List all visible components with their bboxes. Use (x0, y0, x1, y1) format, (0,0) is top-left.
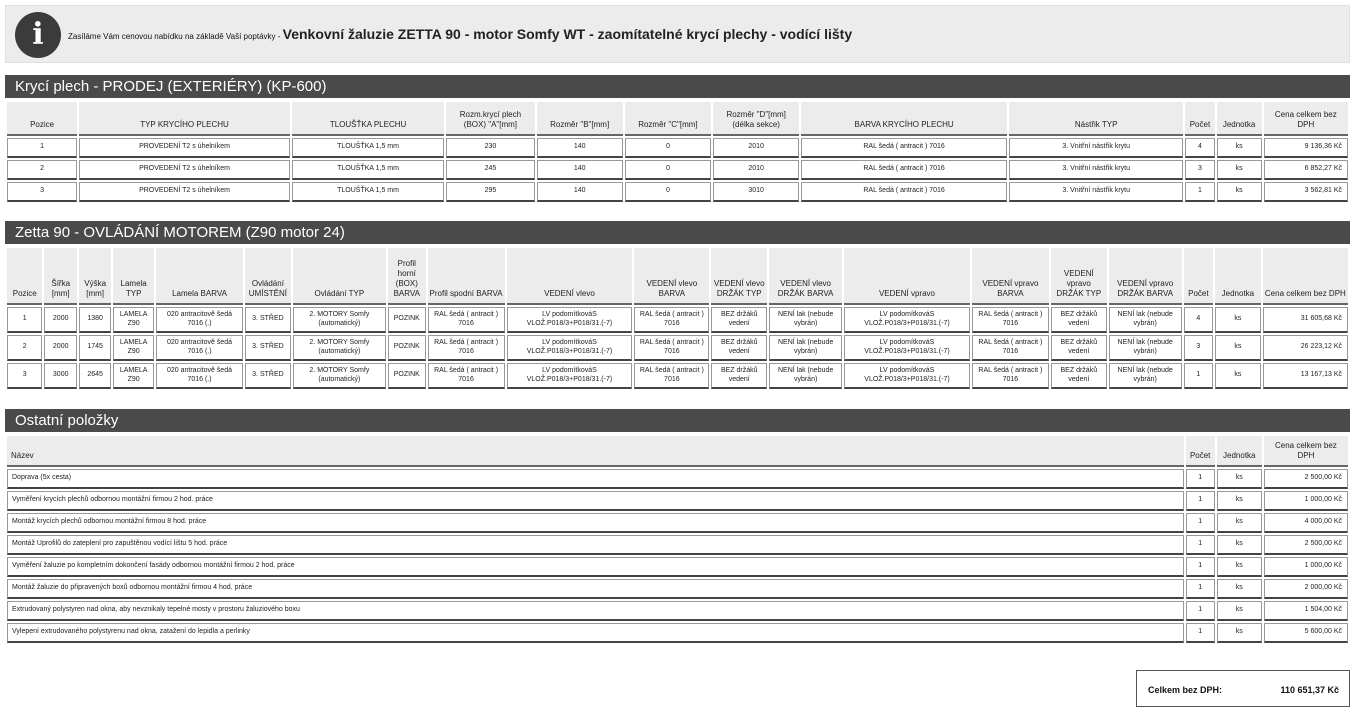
col-header: Rozměr "D"[mm] (délka sekce) (713, 102, 799, 136)
col-header: Cena celkem bez DPH (1263, 248, 1348, 305)
notice-text (68, 26, 852, 44)
col-header: Rozměr "B"[mm] (537, 102, 623, 136)
table-cell: PROVEDENÍ T2 s úhelníkem (79, 160, 290, 180)
table-cell: 1 (7, 138, 77, 158)
table-cell: 2000 (44, 335, 76, 361)
total-box (1136, 670, 1350, 707)
col-header: VEDENÍ vlevo DRŽÁK TYP (711, 248, 767, 305)
col-header: Jednotka (1215, 248, 1261, 305)
table-cell: TLOUŠŤKA 1,5 mm (292, 182, 444, 202)
col-header: Rozměr "C"[mm] (625, 102, 711, 136)
table-row (7, 335, 1348, 361)
col-header: Cena celkem bez DPH (1264, 436, 1348, 467)
col-header: TYP KRYCÍHO PLECHU (79, 102, 290, 136)
table-cell: ks (1215, 335, 1261, 361)
price-cell: 2 000,00 Kč (1264, 579, 1348, 599)
table-cell: 2645 (79, 363, 111, 389)
table-cell: BEZ držáků vedení (711, 335, 767, 361)
table-cell: 140 (537, 138, 623, 158)
table-cell: TLOUŠŤKA 1,5 mm (292, 160, 444, 180)
table-cell: 1 (1186, 557, 1215, 577)
motor-blinds-table (5, 246, 1350, 391)
total-value: 110 651,37 Kč (1280, 685, 1339, 695)
table-cell: NENÍ lak (nebude vybrán) (769, 363, 842, 389)
table-cell: LAMELA Z90 (113, 307, 154, 333)
table-cell: RAL šedá ( antracit ) 7016 (428, 335, 505, 361)
table-header-row (7, 436, 1348, 467)
price-cell: 3 562,81 Kč (1264, 182, 1348, 202)
table-cell: 2. MOTORY Somfy (automatický) (293, 307, 386, 333)
price-cell: 1 000,00 Kč (1264, 557, 1348, 577)
table-cell: 2010 (713, 138, 799, 158)
table-cell: RAL šedá ( antracit ) 7016 (972, 335, 1049, 361)
col-header: VEDENÍ vpravo BARVA (972, 248, 1049, 305)
cover-plate-table (5, 100, 1350, 204)
table-row (7, 182, 1348, 202)
col-header: VEDENÍ vlevo BARVA (634, 248, 709, 305)
col-header: Nástřik TYP (1009, 102, 1184, 136)
table-header-row (7, 248, 1348, 305)
table-cell: 3 (1184, 335, 1213, 361)
price-cell: 13 167,13 Kč (1263, 363, 1348, 389)
other-items-table (5, 434, 1350, 645)
table-cell: LV podomítkováS VLOŽ.P018/3+P018/31.(-7) (844, 335, 970, 361)
table-cell: RAL šedá ( antracit ) 7016 (634, 363, 709, 389)
table-cell: 245 (446, 160, 534, 180)
table-cell: 3 (7, 182, 77, 202)
table-cell: ks (1217, 623, 1262, 643)
col-header: Název (7, 436, 1184, 467)
col-header: Jednotka (1217, 102, 1262, 136)
table-cell: 1 (7, 307, 42, 333)
table-cell: 1 (1185, 182, 1214, 202)
table-cell: TLOUŠŤKA 1,5 mm (292, 138, 444, 158)
table-row (7, 601, 1348, 621)
table-cell: PROVEDENÍ T2 s úhelníkem (79, 182, 290, 202)
col-header: Cena celkem bez DPH (1264, 102, 1348, 136)
table-cell: 3. STŘED (245, 335, 291, 361)
table-cell: RAL šedá ( antracit ) 7016 (801, 160, 1007, 180)
table-cell: 0 (625, 138, 711, 158)
table-cell: NENÍ lak (nebude vybrán) (1109, 307, 1182, 333)
col-header: Lamela TYP (113, 248, 154, 305)
table-cell: LV podomítkováS VLOŽ.P018/3+P018/31.(-7) (507, 363, 633, 389)
col-header: Pozice (7, 248, 42, 305)
table-cell: POZINK (388, 307, 426, 333)
table-cell: 020 antracitově šedá 7016 (.) (156, 307, 243, 333)
table-cell: PROVEDENÍ T2 s úhelníkem (79, 138, 290, 158)
col-header: Ovládání UMÍSTĚNÍ (245, 248, 291, 305)
col-header: VEDENÍ vpravo DRŽÁK TYP (1051, 248, 1107, 305)
table-cell: 230 (446, 138, 534, 158)
table-cell: LV podomítkováS VLOŽ.P018/3+P018/31.(-7) (507, 307, 633, 333)
table-cell: POZINK (388, 335, 426, 361)
col-header: Rozm.krycí plech (BOX) "A"[mm] (446, 102, 534, 136)
table-cell: Montáž krycích plechů odbornou montážní firmou 8 hod. práce (7, 513, 1184, 533)
table-row (7, 557, 1348, 577)
notice-title: Venkovní žaluzie ZETTA 90 - motor Somfy WT - zaomítatelné krycí plechy - vodící lišty (282, 26, 853, 42)
section-title-motor-control: Zetta 90 - OVLÁDÁNÍ MOTOREM (Z90 motor 24) (5, 221, 1350, 244)
table-cell: Extrudovaný polystyren nad okna, aby nevznikaly tepelné mosty v prostoru žaluziového boxu (7, 601, 1184, 621)
col-header: Ovládání TYP (293, 248, 386, 305)
price-cell: 9 136,36 Kč (1264, 138, 1348, 158)
table-cell: 3010 (713, 182, 799, 202)
table-cell: BEZ držáků vedení (1051, 335, 1107, 361)
table-cell: 2. MOTORY Somfy (automatický) (293, 335, 386, 361)
table-cell: 3. STŘED (245, 363, 291, 389)
table-cell: 3. Vnitřní nástřik krytu (1009, 160, 1184, 180)
table-cell: ks (1217, 160, 1262, 180)
table-header-row (7, 102, 1348, 136)
table-cell: Montáž Uprofilů do zateplení pro zapuštěnou vodící lištu 5 hod. práce (7, 535, 1184, 555)
table-cell: 1380 (79, 307, 111, 333)
table-cell: ks (1217, 491, 1262, 511)
table-cell: 1745 (79, 335, 111, 361)
table-cell: RAL šedá ( antracit ) 7016 (972, 363, 1049, 389)
col-header: Šířka [mm] (44, 248, 76, 305)
table-cell: LAMELA Z90 (113, 335, 154, 361)
table-cell: ks (1217, 182, 1262, 202)
table-cell: LAMELA Z90 (113, 363, 154, 389)
table-cell: 295 (446, 182, 534, 202)
col-header: VEDENÍ vlevo (507, 248, 633, 305)
table-cell: LV podomítkováS VLOŽ.P018/3+P018/31.(-7) (507, 335, 633, 361)
table-row (7, 579, 1348, 599)
table-cell: ks (1217, 138, 1262, 158)
table-row (7, 623, 1348, 643)
table-row (7, 160, 1348, 180)
price-cell: 1 504,00 Kč (1264, 601, 1348, 621)
table-cell: Doprava (5x cesta) (7, 469, 1184, 489)
col-header: Počet (1184, 248, 1213, 305)
table-cell: ks (1217, 601, 1262, 621)
table-cell: 1 (1186, 579, 1215, 599)
table-cell: 0 (625, 160, 711, 180)
table-cell: Montáž žaluzie do připravených boxů odbornou montážní firmou 4 hod. práce (7, 579, 1184, 599)
table-row (7, 307, 1348, 333)
table-cell: NENÍ lak (nebude vybrán) (1109, 335, 1182, 361)
section-title-other-items: Ostatní položky (5, 409, 1350, 432)
table-cell: 140 (537, 160, 623, 180)
table-cell: RAL šedá ( antracit ) 7016 (634, 307, 709, 333)
table-cell: RAL šedá ( antracit ) 7016 (972, 307, 1049, 333)
table-cell: ks (1215, 307, 1261, 333)
table-cell: 3. STŘED (245, 307, 291, 333)
notice-box (5, 5, 1350, 63)
table-cell: BEZ držáků vedení (711, 363, 767, 389)
table-cell: 2 (7, 160, 77, 180)
table-cell: ks (1217, 513, 1262, 533)
col-header: Profil spodní BARVA (428, 248, 505, 305)
col-header: Počet (1185, 102, 1214, 136)
table-cell: 1 (1186, 513, 1215, 533)
table-cell: 1 (1186, 601, 1215, 621)
table-cell: ks (1217, 557, 1262, 577)
table-cell: ks (1217, 579, 1262, 599)
table-cell: BEZ držáků vedení (711, 307, 767, 333)
table-cell: 1 (1186, 535, 1215, 555)
table-cell: 2000 (44, 307, 76, 333)
table-cell: NENÍ lak (nebude vybrán) (1109, 363, 1182, 389)
table-cell: 4 (1185, 138, 1214, 158)
col-header: BARVA KRYCÍHO PLECHU (801, 102, 1007, 136)
table-cell: RAL šedá ( antracit ) 7016 (634, 335, 709, 361)
table-row (7, 469, 1348, 489)
table-row (7, 535, 1348, 555)
table-cell: LV podomítkováS VLOŽ.P018/3+P018/31.(-7) (844, 307, 970, 333)
col-header: Lamela BARVA (156, 248, 243, 305)
table-row (7, 363, 1348, 389)
price-cell: 2 500,00 Kč (1264, 469, 1348, 489)
table-cell: POZINK (388, 363, 426, 389)
col-header: VEDENÍ vlevo DRŽÁK BARVA (769, 248, 842, 305)
col-header: Počet (1186, 436, 1215, 467)
table-cell: ks (1217, 469, 1262, 489)
table-cell: 2010 (713, 160, 799, 180)
table-cell: 0 (625, 182, 711, 202)
table-cell: 3. Vnitřní nástřik krytu (1009, 138, 1184, 158)
col-header: TLOUŠŤKA PLECHU (292, 102, 444, 136)
price-cell: 2 500,00 Kč (1264, 535, 1348, 555)
total-label: Celkem bez DPH: (1148, 685, 1223, 695)
section-title-cover-plate: Krycí plech - PRODEJ (EXTERIÉRY) (KP-600) (5, 75, 1350, 98)
table-cell: 2 (7, 335, 42, 361)
table-cell: 3 (1185, 160, 1214, 180)
table-cell: RAL šedá ( antracit ) 7016 (801, 138, 1007, 158)
table-cell: LV podomítkováS VLOŽ.P018/3+P018/31.(-7) (844, 363, 970, 389)
price-cell: 26 223,12 Kč (1263, 335, 1348, 361)
table-cell: 3000 (44, 363, 76, 389)
price-cell: 5 600,00 Kč (1264, 623, 1348, 643)
table-cell: 1 (1184, 363, 1213, 389)
col-header: VEDENÍ vpravo (844, 248, 970, 305)
table-cell: 2. MOTORY Somfy (automatický) (293, 363, 386, 389)
price-cell: 4 000,00 Kč (1264, 513, 1348, 533)
table-cell: BEZ držáků vedení (1051, 363, 1107, 389)
col-header: Výška [mm] (79, 248, 111, 305)
table-cell: RAL šedá ( antracit ) 7016 (428, 307, 505, 333)
table-cell: 020 antracitově šedá 7016 (.) (156, 363, 243, 389)
table-cell: 4 (1184, 307, 1213, 333)
col-header: Jednotka (1217, 436, 1262, 467)
table-cell: 3. Vnitřní nástřik krytu (1009, 182, 1184, 202)
table-row (7, 513, 1348, 533)
table-cell: 020 antracitově šedá 7016 (.) (156, 335, 243, 361)
table-cell: Vyměření žaluzie po kompletním dokončení fasády odbornou montážní firmou 2 hod. práce (7, 557, 1184, 577)
price-cell: 6 852,27 Kč (1264, 160, 1348, 180)
table-cell: NENÍ lak (nebude vybrán) (769, 307, 842, 333)
table-row (7, 138, 1348, 158)
info-icon: i (15, 12, 61, 58)
table-cell: ks (1215, 363, 1261, 389)
col-header: VEDENÍ vpravo DRŽÁK BARVA (1109, 248, 1182, 305)
table-row (7, 491, 1348, 511)
price-cell: 31 605,68 Kč (1263, 307, 1348, 333)
table-cell: RAL šedá ( antracit ) 7016 (428, 363, 505, 389)
notice-prefix: Zasíláme Vám cenovou nabídku na základě Vaší poptávky - (68, 32, 283, 41)
table-cell: NENÍ lak (nebude vybrán) (769, 335, 842, 361)
table-cell: 1 (1186, 469, 1215, 489)
table-cell: RAL šedá ( antracit ) 7016 (801, 182, 1007, 202)
table-cell: 140 (537, 182, 623, 202)
table-cell: 1 (1186, 623, 1215, 643)
table-cell: BEZ držáků vedení (1051, 307, 1107, 333)
table-cell: Vyměření krycích plechů odbornou montážní firmou 2 hod. práce (7, 491, 1184, 511)
col-header: Pozice (7, 102, 77, 136)
table-cell: Vylepení extrudovaného polystyrenu nad okna, zatažení do lepidla a perlinky (7, 623, 1184, 643)
col-header: Profil horní (BOX) BARVA (388, 248, 426, 305)
table-cell: ks (1217, 535, 1262, 555)
table-cell: 3 (7, 363, 42, 389)
table-cell: 1 (1186, 491, 1215, 511)
price-cell: 1 000,00 Kč (1264, 491, 1348, 511)
